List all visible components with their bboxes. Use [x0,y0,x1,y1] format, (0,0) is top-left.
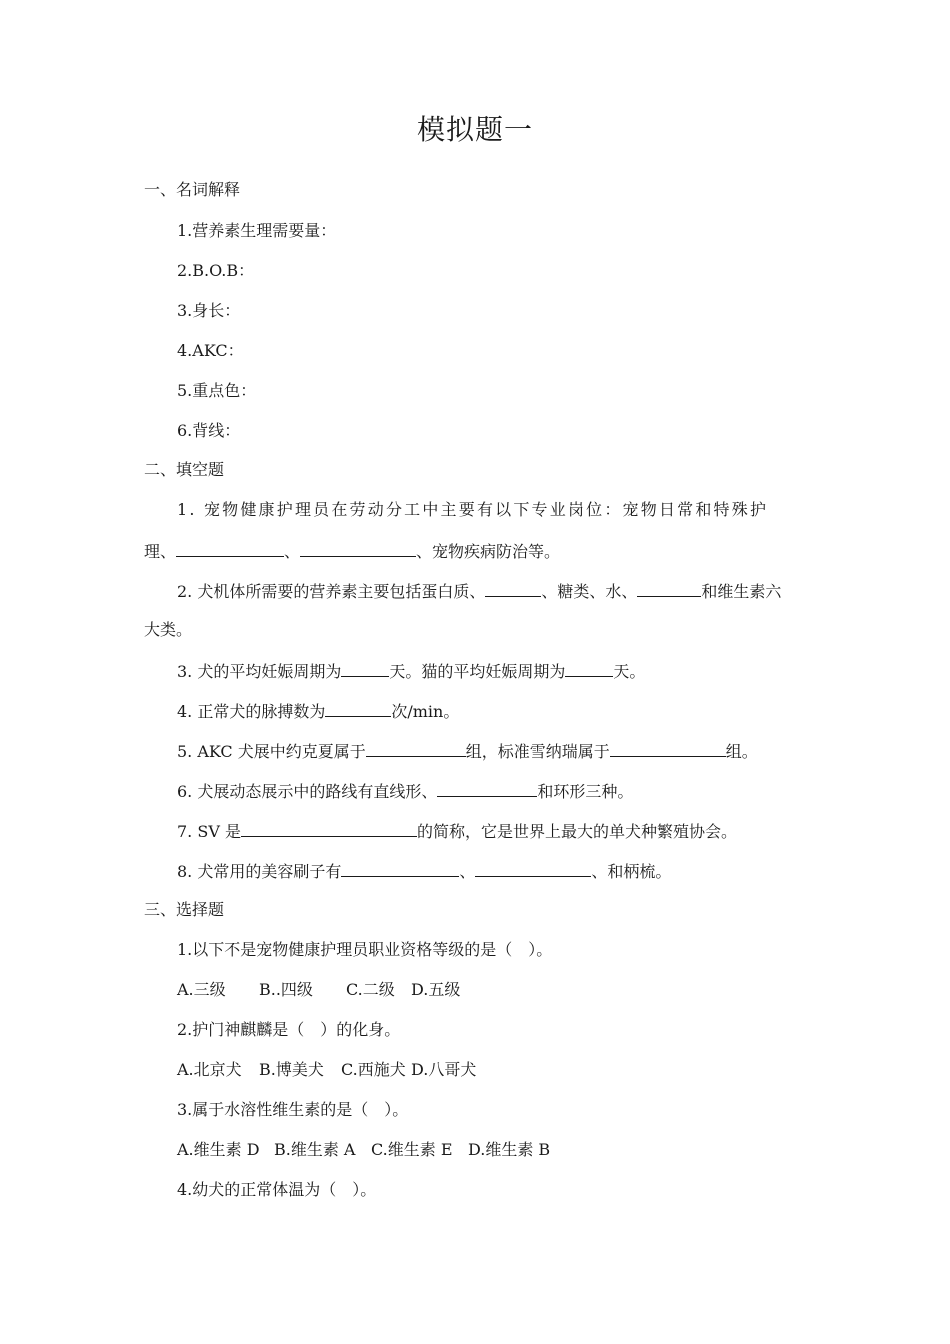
question-text: 4. 正常犬的脉搏数为 [177,702,326,721]
question-text: 组。 [725,742,758,761]
choice-option[interactable]: D.八哥犬 [411,1060,477,1079]
answer-blank[interactable] [325,700,391,717]
definition-item: 1.营养素生理需要量： [177,221,337,240]
answer-blank[interactable] [176,540,284,557]
question-text: 、宠物疾病防治等。 [416,542,561,561]
fill-question-2-line2: 大类。 [144,620,193,639]
answer-blank[interactable] [565,660,613,677]
section-heading-definitions: 一、名词解释 [144,180,241,199]
choice-option[interactable]: B.博美犬 [259,1060,324,1079]
question-text: 、糖类、水、 [541,582,638,601]
section-heading-multiple-choice: 三、选择题 [144,900,225,919]
fill-question-6 [177,780,633,802]
choice-question-2-stem: 2.护门神麒麟是（ ）的化身。 [177,1020,401,1039]
choice-question-1-stem: 1.以下不是宠物健康护理员职业资格等级的是（ ）。 [177,940,553,959]
question-text: 8. 犬常用的美容刷子有 [177,862,342,881]
answer-blank[interactable] [366,740,466,757]
definition-item: 3.身长： [177,301,241,320]
choice-question-1-options [177,980,460,1000]
question-text: 理、 [144,542,177,561]
question-text: 天。 [613,662,646,681]
question-text: 、 [284,542,301,561]
question-text: 、和柄梳。 [591,862,672,881]
choice-option[interactable]: B..四级 [259,980,313,999]
question-text: 6. 犬展动态展示中的路线有直线形、 [177,782,438,801]
choice-question-3-stem: 3.属于水溶性维生素的是（ ）。 [177,1100,409,1119]
fill-question-3 [177,660,645,682]
choice-question-3-options [177,1140,550,1160]
question-text: 、 [459,862,476,881]
choice-option[interactable]: C.维生素 E [371,1140,453,1159]
choice-question-2-options [177,1060,476,1080]
fill-question-5 [177,740,758,762]
choice-option[interactable]: D.五级 [411,980,461,999]
definition-item: 4.AKC： [177,341,244,360]
choice-option[interactable]: B.维生素 A [274,1140,356,1159]
choice-option[interactable]: A.维生素 D [177,1140,260,1159]
question-text: 次/min。 [391,702,460,721]
answer-blank[interactable] [610,740,726,757]
question-text: 和维生素六 [701,582,782,601]
answer-blank[interactable] [485,580,541,597]
question-text: 7. SV 是 [177,822,241,841]
choice-option[interactable]: A.三级 [177,980,226,999]
definition-item: 5.重点色： [177,381,257,400]
question-text: 1. 宠物健康护理员在劳动分工中主要有以下专业岗位：宠物日常和特殊护 [177,500,769,519]
question-text: 天。猫的平均妊娠周期为 [389,662,566,681]
question-text: 的简称，它是世界上最大的单犬种繁殖协会。 [416,822,737,841]
choice-option[interactable]: C.二级 [346,980,395,999]
fill-question-7 [177,820,737,842]
section-heading-fill-in: 二、填空题 [144,460,225,479]
definition-item: 2.B.O.B： [177,261,255,280]
question-text: 3. 犬的平均妊娠周期为 [177,662,342,681]
answer-blank[interactable] [475,860,591,877]
answer-blank[interactable] [241,820,417,837]
answer-blank[interactable] [637,580,701,597]
question-text: 和环形三种。 [537,782,634,801]
choice-option[interactable]: D.维生素 B [468,1140,551,1159]
answer-blank[interactable] [300,540,416,557]
fill-question-8 [177,860,671,882]
question-text: 2. 犬机体所需要的营养素主要包括蛋白质、 [177,582,486,601]
choice-question-4-stem: 4.幼犬的正常体温为（ ）。 [177,1180,377,1199]
definition-item: 6.背线： [177,421,241,440]
answer-blank[interactable] [437,780,537,797]
choice-option[interactable]: C.西施犬 [341,1060,406,1079]
page-title: 模拟题一 [416,113,533,146]
choice-option[interactable]: A.北京犬 [177,1060,242,1079]
fill-question-1-line1 [177,500,768,520]
fill-question-1-line2 [144,540,560,562]
fill-question-4 [177,700,459,722]
fill-question-2-line1 [177,580,781,602]
question-text: 组，标准雪纳瑞属于 [465,742,610,761]
question-text: 5. AKC 犬展中约克夏属于 [177,742,366,761]
answer-blank[interactable] [341,860,459,877]
answer-blank[interactable] [341,660,389,677]
